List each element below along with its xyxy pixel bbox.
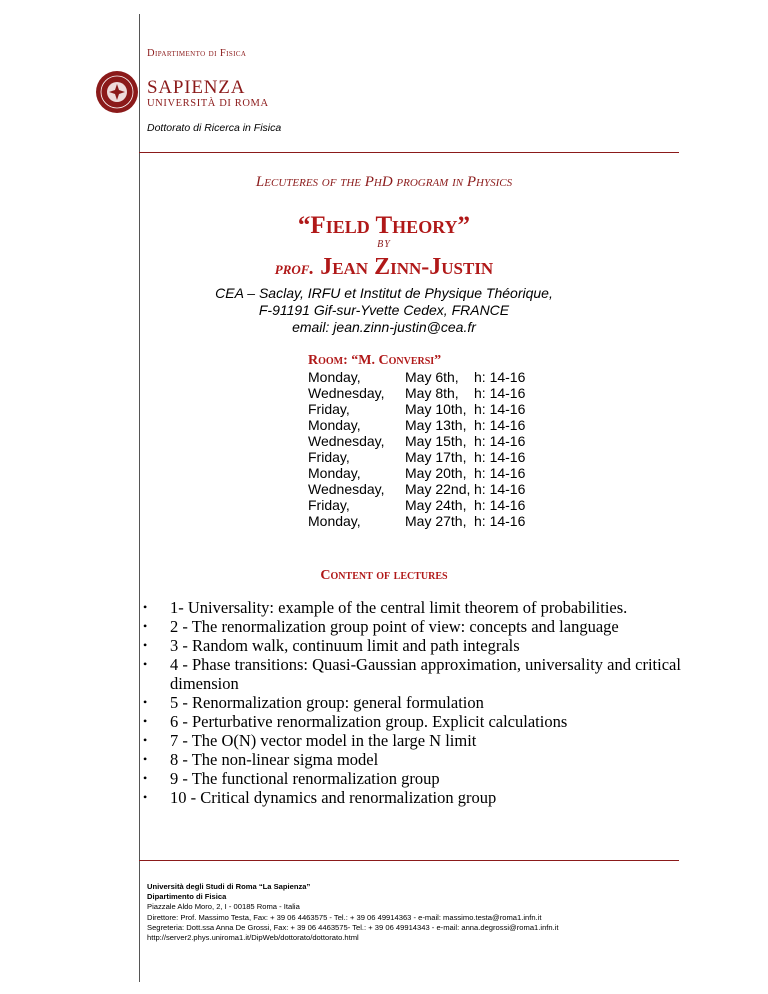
affiliation-line-2: F-91191 Gif-sur-Yvette Cedex, FRANCE (258, 302, 510, 318)
list-item: • 2 - The renormalization group point of view: concepts and language (143, 617, 619, 636)
list-item: • 9 - The functional renormalization group (143, 769, 440, 788)
speaker-line (0, 254, 768, 281)
sapienza-seal-icon (95, 70, 139, 114)
department-label: Dipartimento di Fisica (147, 48, 247, 59)
footer-university: Università degli Studi di Roma “La Sapienza” (147, 882, 311, 891)
affiliation-line-1: CEA – Saclay, IRFU et Institut de Physique Théorique, (215, 285, 553, 301)
list-item: • 8 - The non-linear sigma model (143, 750, 379, 769)
bullet-icon: • (143, 752, 148, 766)
list-item: • 4 - Phase transitions: Quasi-Gaussian approximation, universality and critical dimension (143, 655, 681, 693)
topics-list (143, 598, 730, 807)
bullet-icon: • (143, 657, 148, 671)
prof-prefix: prof. (274, 258, 315, 279)
footer-director: Direttore: Prof. Massimo Testa, Fax: + 39 06 4463575 - Tel.: + 39 06 49914363 - e-mail: massimo.testa@roma1.infn.it (147, 912, 542, 922)
list-item: • 5 - Renormalization group: general formulation (143, 693, 484, 712)
program-label: Dottorato di Ricerca in Fisica (147, 122, 282, 134)
bullet-icon: • (143, 695, 148, 709)
bullet-icon: • (143, 600, 148, 614)
lecture-title: “Field Theory” (297, 212, 471, 239)
bullet-icon: • (143, 638, 148, 652)
bullet-icon: • (143, 790, 148, 804)
room-heading: Room: “M. Conversi” (308, 353, 442, 368)
left-margin-rule (139, 14, 140, 982)
header-divider (139, 152, 679, 153)
list-item: • 1- Universality: example of the central limit theorem of probabilities. (143, 598, 628, 617)
bullet-icon: • (143, 771, 148, 785)
bullet-icon: • (143, 619, 148, 633)
bullet-icon: • (143, 714, 148, 728)
list-item: • 7 - The O(N) vector model in the large N limit (143, 731, 477, 750)
list-item: • 6 - Perturbative renormalization group. Explicit calculations (143, 712, 568, 731)
by-label: BY (377, 239, 391, 250)
content-heading: Content of lectures (320, 568, 448, 583)
lecture-series-subtitle: Lecuteres of the PhD program in Physics (255, 174, 513, 190)
footer-url[interactable]: http://server2.phys.uniroma1.it/DipWeb/dottorato/dottorato.html (147, 933, 359, 943)
list-item: • 3 - Random walk, continuum limit and path integrals (143, 636, 520, 655)
bullet-icon: • (143, 733, 148, 747)
footer-divider (139, 860, 679, 861)
speaker-name: Jean Zinn-Justin (320, 254, 494, 280)
speaker-email[interactable]: email: jean.zinn-justin@cea.fr (292, 319, 476, 335)
footer-department: Dipartimento di Fisica (147, 892, 227, 902)
footer-address: Piazzale Aldo Moro, 2, I - 00185 Roma - Italia (147, 902, 300, 912)
list-item: • 10 - Critical dynamics and renormalization group (143, 788, 497, 807)
footer-secretary: Segreteria: Dott.ssa Anna De Grossi, Fax: + 39 06 4463575- Tel.: + 39 06 49914343 - e-mail: anna.degrossi@roma1.infn.it (147, 922, 559, 932)
university-brand: SAPIENZA (147, 77, 246, 98)
university-subtitle: UNIVERSITÀ DI ROMA (147, 98, 269, 109)
footer-contact (147, 882, 559, 943)
